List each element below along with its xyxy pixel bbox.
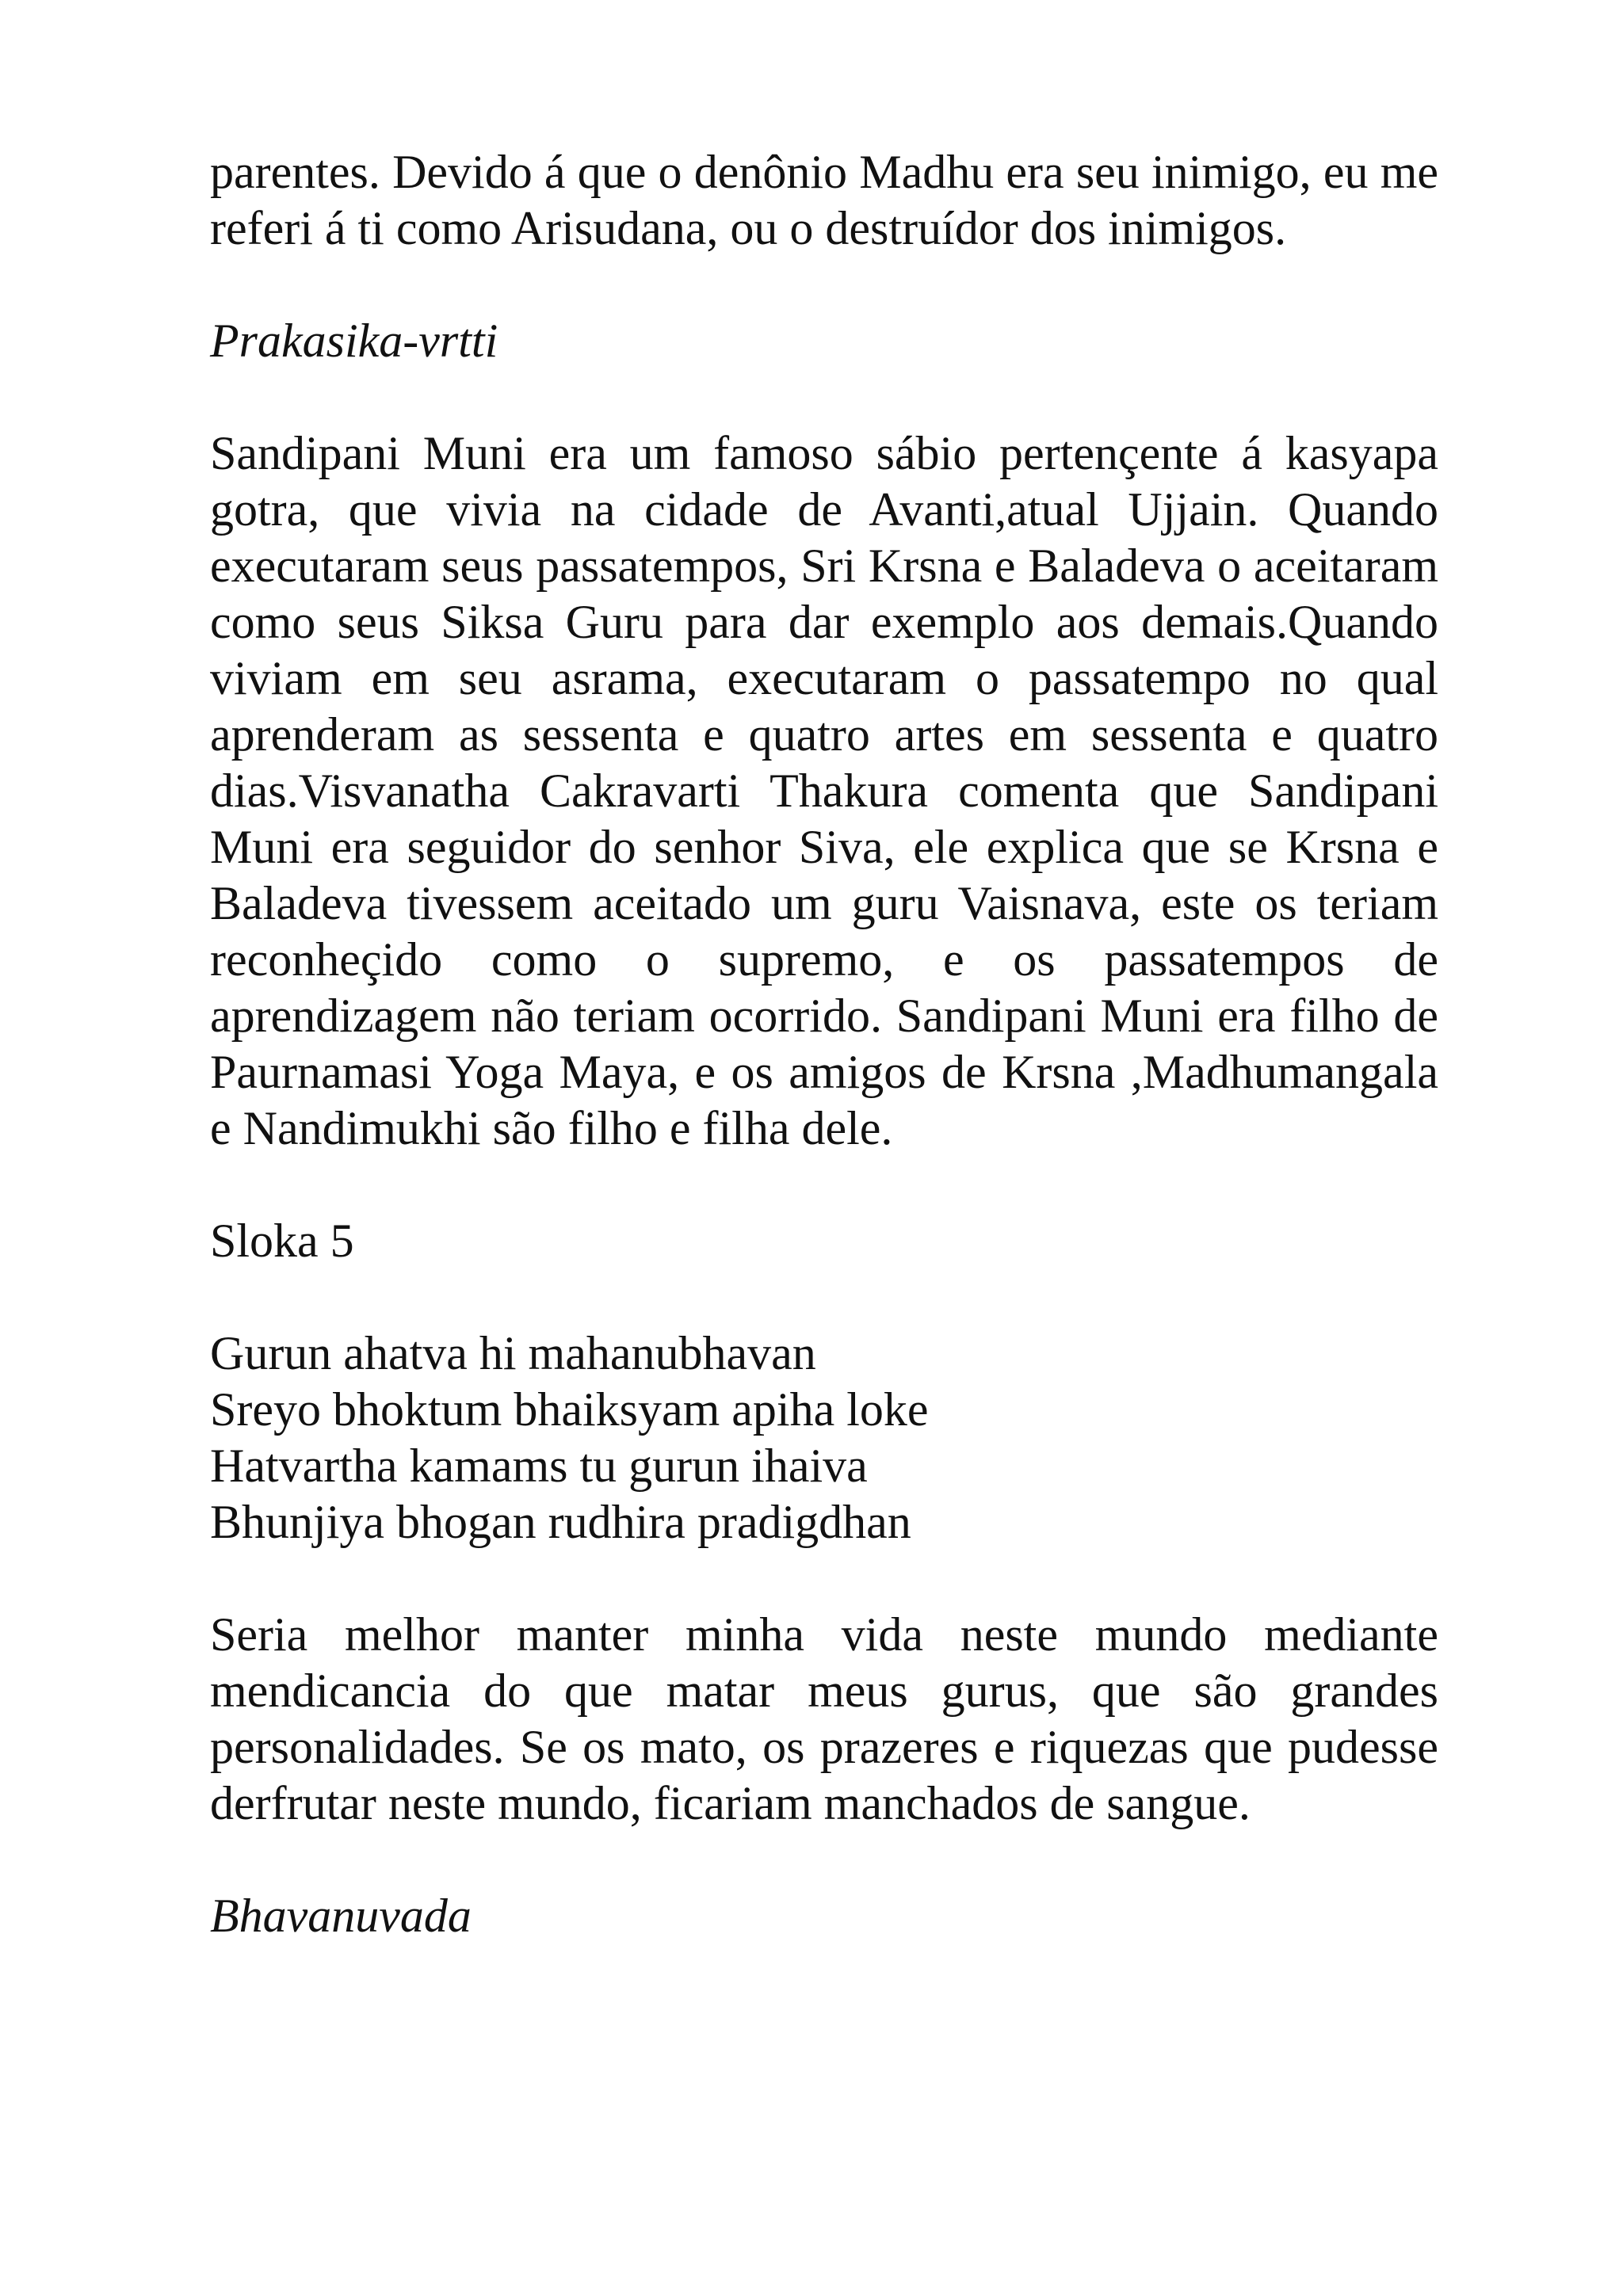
paragraph-sandipani-muni: Sandipani Muni era um famoso sábio pertençente á kasyapa gotra, que vivia na cidade de Avanti,atual Ujjain. Quando executaram seus passatempos, Sri Krsna e Baladeva o aceitaram como seus Siksa Guru para dar exemplo aos demais.Quando viviam em seu asrama, executaram o passatempo no qual aprenderam as sessenta e quatro artes em sessenta e quatro dias.Visvanatha Cakravarti Thakura comenta que Sandipani Muni era seguidor do senhor Siva, ele explica que se Krsna e Baladeva tivessem aceitado um guru Vaisnava, este os teriam reconheçido como o supremo, e os passatempos de aprendizagem não teriam ocorrido. Sandipani Muni era filho de Paurnamasi Yoga Maya, e os amigos de Krsna ,Madhumangala e Nandimukhi são filho e filha dele. xyxy=(210,427,1438,1154)
verse-line-4: Bhunjiya bhogan rudhira pradigdhan xyxy=(210,1496,911,1548)
paragraph-intro: parentes. Devido á que o denônio Madhu era seu inimigo, eu me referi á ti como Arisudana, ou o destruídor dos inimigos. xyxy=(210,146,1438,254)
verse-line-2: Sreyo bhoktum bhaiksyam apiha loke xyxy=(210,1383,929,1436)
verse-block xyxy=(210,1325,1438,1550)
paragraph-translation: Seria melhor manter minha vida neste mundo mediante mendicancia do que matar meus gurus, que são grandes personalidades. Se os mato, os prazeres e riquezas que pudesse derfrutar neste mundo, ficariam manchados de sangue. xyxy=(210,1608,1438,1829)
verse-line-1: Gurun ahatva hi mahanubhavan xyxy=(210,1327,816,1379)
heading-prakasika-vrtti: Prakasika-vrtti xyxy=(210,315,498,367)
heading-sloka: Sloka 5 xyxy=(210,1215,354,1267)
page-body xyxy=(210,144,1438,1944)
heading-bhavanuvada: Bhavanuvada xyxy=(210,1890,472,1942)
verse-line-3: Hatvartha kamams tu gurun ihaiva xyxy=(210,1440,868,1492)
